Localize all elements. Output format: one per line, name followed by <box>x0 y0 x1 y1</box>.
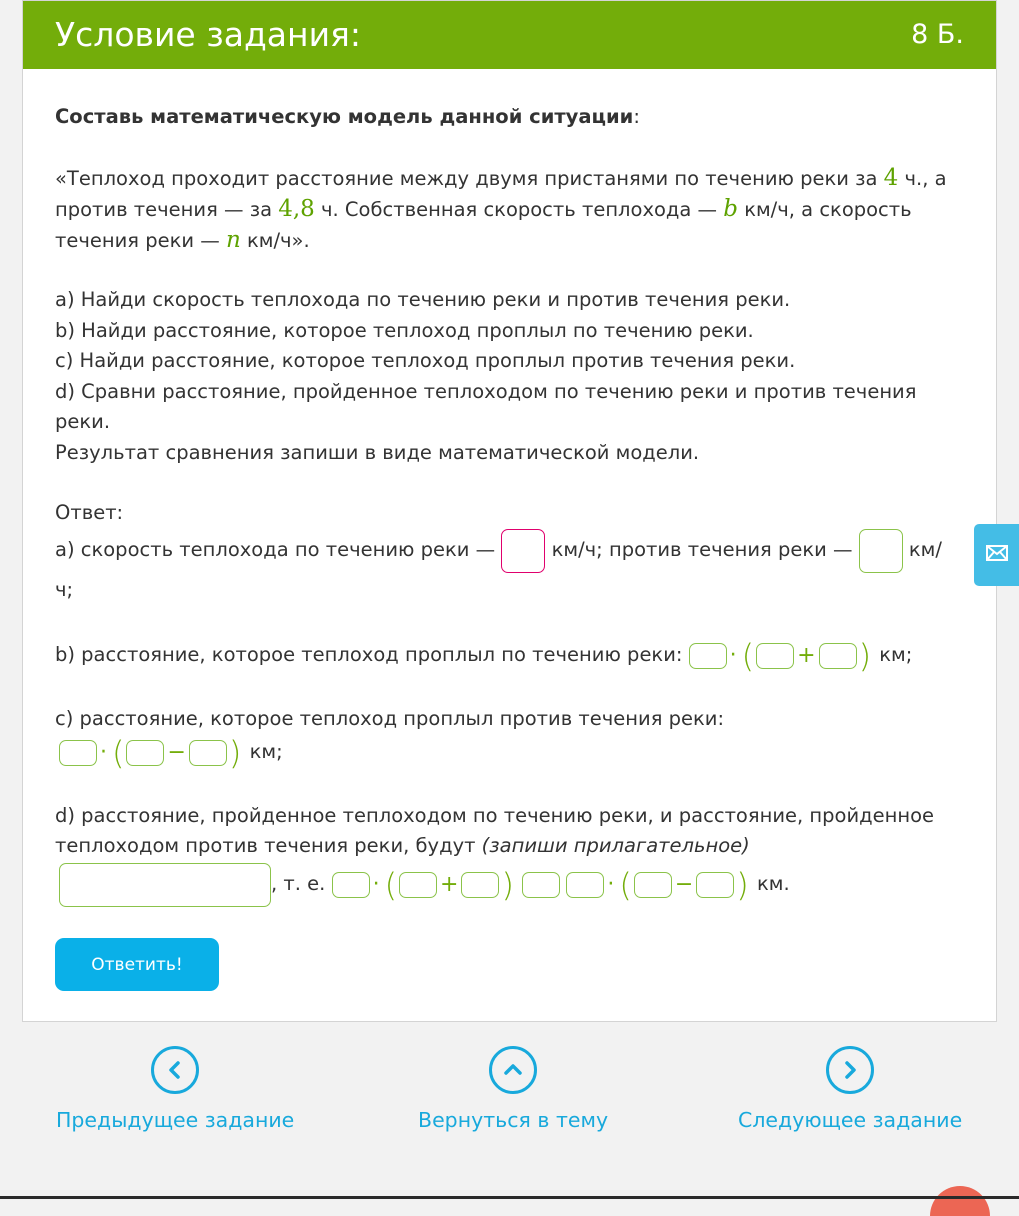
question-result: Результат сравнения запиши в виде математической модели. <box>55 441 700 464</box>
chevron-up-icon[interactable] <box>489 1046 537 1094</box>
comparison-sign-input[interactable] <box>522 872 560 898</box>
d-input-4[interactable] <box>566 872 604 898</box>
nav-prev[interactable] <box>56 1046 294 1132</box>
task-card <box>22 0 997 1022</box>
answer-c-row: · ( − ) км; <box>59 732 283 772</box>
speed-downstream-input[interactable] <box>501 529 545 573</box>
d-input-6[interactable] <box>696 872 734 898</box>
d-input-3[interactable] <box>461 872 499 898</box>
answer-label: Ответ: <box>55 501 124 524</box>
time-downstream: 4 <box>883 165 899 191</box>
question-d-cont: реки. <box>55 410 111 433</box>
bottom-divider <box>0 1196 1019 1199</box>
story-line-2: против течения — за 4,8 ч. Собственная скорость теплохода — b км/ч, а скорость <box>55 196 912 222</box>
intro-bold: Составь математическую модель данной ситуации <box>55 105 634 128</box>
task-title: Условие задания: <box>55 15 362 54</box>
task-points: 8 Б. <box>911 19 964 50</box>
task-header <box>23 1 996 69</box>
answer-a-row: а) скорость теплохода по течению реки — км/ч; против течения реки — км/ <box>55 527 942 573</box>
nav-back[interactable] <box>418 1046 608 1132</box>
chat-widget[interactable] <box>930 1186 990 1216</box>
d-input-5[interactable] <box>634 872 672 898</box>
c-input-2[interactable] <box>126 740 164 766</box>
answer-d-line-2: теплоходом против течения реки, будут (запиши прилагательное) <box>55 834 750 857</box>
d-input-2[interactable] <box>399 872 437 898</box>
nav-prev-label[interactable]: Предыдущее задание <box>56 1108 295 1132</box>
d-input-1[interactable] <box>332 872 370 898</box>
question-c: c) Найди расстояние, которое теплоход проплыл против течения реки. <box>55 349 796 372</box>
c-input-3[interactable] <box>189 740 227 766</box>
task-intro: Составь математическую модель данной ситуации: <box>55 105 640 128</box>
var-n: n <box>225 227 241 253</box>
nav-back-label[interactable]: Вернуться в тему <box>418 1108 609 1132</box>
b-input-3[interactable] <box>819 643 857 669</box>
submit-button[interactable]: Ответить! <box>55 938 219 991</box>
question-d: d) Сравни расстояние, пройденное теплоходом по течению реки и против течения <box>55 380 917 403</box>
c-input-1[interactable] <box>59 740 97 766</box>
question-a: а) Найди скорость теплохода по течению реки и против течения реки. <box>55 288 791 311</box>
chevron-right-icon[interactable] <box>826 1046 874 1094</box>
speed-upstream-input[interactable] <box>859 529 903 573</box>
answer-d-row: , т. е. · ( + ) · ( − ) км. <box>59 862 790 906</box>
nav-next[interactable] <box>738 1046 962 1132</box>
answer-d-line-1: d) расстояние, пройденное теплоходом по течению реки, и расстояние, пройденное <box>55 804 935 827</box>
answer-a-wrap: ч; <box>55 578 74 601</box>
question-b: b) Найди расстояние, которое теплоход проплыл по течению реки. <box>55 319 754 342</box>
adjective-input[interactable] <box>59 863 271 907</box>
b-input-2[interactable] <box>756 643 794 669</box>
story-line-3: течения реки — n км/ч». <box>55 227 310 253</box>
var-b: b <box>723 196 738 222</box>
nav-next-label[interactable]: Следующее задание <box>738 1108 963 1132</box>
time-upstream: 4,8 <box>278 196 315 222</box>
answer-d-hint: (запиши прилагательное) <box>481 834 750 857</box>
story-line-1: «Теплоход проходит расстояние между двумя пристанями по течению реки за 4 ч., а <box>55 165 947 191</box>
b-input-1[interactable] <box>689 643 727 669</box>
answer-b-row: b) расстояние, которое теплоход проплыл по течению реки: · ( + ) км; <box>55 636 913 675</box>
chevron-left-icon[interactable] <box>151 1046 199 1094</box>
answer-c-label: c) расстояние, которое теплоход проплыл против течения реки: <box>55 707 725 730</box>
feedback-button[interactable] <box>974 524 1019 586</box>
envelope-icon <box>986 545 1008 565</box>
